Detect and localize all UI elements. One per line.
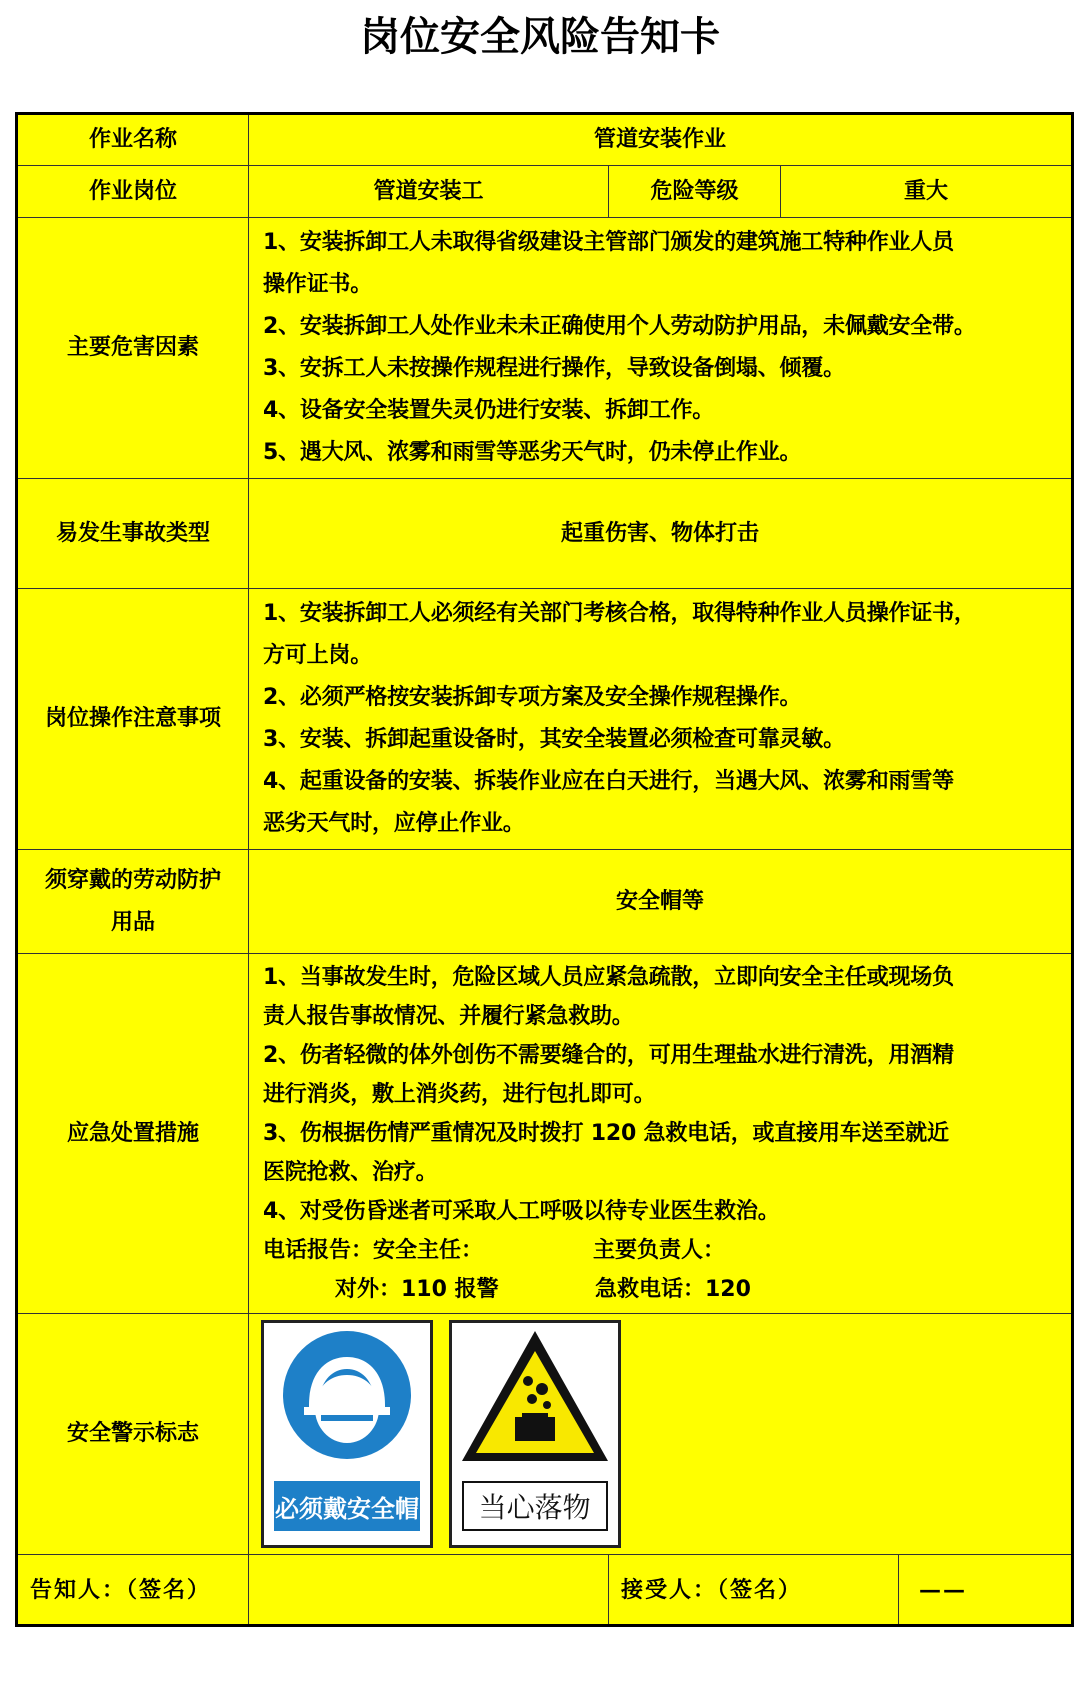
job-post-label: 作业岗位 [17,166,249,218]
ppe-label-line: 须穿戴的劳动防护 [44,867,221,893]
hazard-line: 5、遇大风、浓雾和雨雪等恶劣天气时，仍未停止作业。 [263,440,802,465]
emergency-line: 进行消炎，敷上消炎药，进行包扎即可。 [263,1082,656,1107]
precaution-line: 1、安装拆卸工人必须经有关部门考核合格，取得特种作业人员操作证书， [263,601,976,626]
precaution-line: 3、安装、拆卸起重设备时，其安全装置必须检查可靠灵敏。 [263,727,845,752]
falling-objects-caption: 当心落物 [462,1481,608,1531]
precautions-content [249,589,1073,850]
precaution-line: 方可上岗。 [263,643,373,668]
risk-card-table [15,112,1074,1627]
hazards-label: 主要危害因素 [17,218,249,479]
hazard-line: 操作证书。 [263,272,373,297]
emergency-line: 4、对受伤昏迷者可采取人工呼吸以待专业医生救治。 [263,1199,780,1224]
risk-level-value: 重大 [781,166,1073,218]
precaution-line: 2、必须严格按安装拆卸专项方案及安全操作规程操作。 [263,685,802,710]
job-post-row [17,166,1073,218]
job-name-label: 作业名称 [17,114,249,166]
emergency-label: 应急处置措施 [17,954,249,1314]
ppe-value: 安全帽等 [249,850,1073,954]
phone-report-label: 电话报告：安全主任： [263,1238,484,1263]
emergency-line: 医院抢救、治疗。 [263,1160,438,1185]
ppe-row [17,850,1073,954]
precautions-row [17,589,1073,850]
external-phone: 对外：110 报警 [335,1277,499,1302]
accidents-row [17,479,1073,589]
hazard-line: 3、安拆工人未按操作规程进行操作，导致设备倒塌、倾覆。 [263,356,845,381]
accidents-value: 起重伤害、物体打击 [249,479,1073,589]
hazard-line: 2、安装拆卸工人处作业未未正确使用个人劳动防护用品，未佩戴安全带。 [263,314,976,339]
page-title: 岗位安全风险告知卡 [360,14,720,60]
ppe-label [17,850,249,954]
helmet-sign [261,1320,433,1548]
signs-row [17,1314,1073,1555]
falling-objects-sign [449,1320,621,1548]
signs-label: 安全警示标志 [17,1314,249,1555]
accidents-label: 易发生事故类型 [17,479,249,589]
receiver-signature-field[interactable]: —— [899,1555,1073,1626]
hazard-line: 1、安装拆卸工人未取得省级建设主管部门颁发的建筑施工特种作业人员 [263,230,954,255]
ppe-label-line: 用品 [110,909,155,935]
job-post-value: 管道安装工 [249,166,609,218]
first-aid-phone: 急救电话：120 [595,1277,751,1302]
signature-row [17,1555,1073,1626]
job-name-value: 管道安装作业 [249,114,1073,166]
job-name-row [17,114,1073,166]
receiver-signature-label: 接受人：（签名） [609,1555,899,1626]
precaution-line: 恶劣天气时，应停止作业。 [263,811,525,836]
precautions-label: 岗位操作注意事项 [17,589,249,850]
phone-numbers-row [263,1270,1065,1309]
emergency-line: 2、伤者轻微的体外创伤不需要缝合的，可用生理盐水进行清洗，用酒精 [263,1043,954,1068]
precaution-line: 4、起重设备的安装、拆装作业应在白天进行，当遇大风、浓雾和雨雪等 [263,769,954,794]
notifier-signature-field[interactable] [249,1555,609,1626]
signs-content [249,1314,1073,1555]
hazards-row [17,218,1073,479]
hazards-content [249,218,1073,479]
emergency-line: 1、当事故发生时，危险区域人员应紧急疏散，立即向安全主任或现场负 [263,965,954,990]
phone-report-row [263,1231,1065,1270]
emergency-line: 责人报告事故情况、并履行紧急救助。 [263,1004,634,1029]
main-person-label: 主要负责人： [593,1238,726,1263]
emergency-line: 3、伤根据伤情严重情况及时拨打 120 急救电话，或直接用车送至就近 [263,1121,949,1146]
emergency-content [249,954,1073,1314]
emergency-row [17,954,1073,1314]
notifier-signature-label: 告知人：（签名） [17,1555,249,1626]
risk-level-label: 危险等级 [609,166,781,218]
helmet-sign-caption: 必须戴安全帽 [274,1481,420,1531]
hazard-line: 4、设备安全装置失灵仍进行安装、拆卸工作。 [263,398,715,423]
